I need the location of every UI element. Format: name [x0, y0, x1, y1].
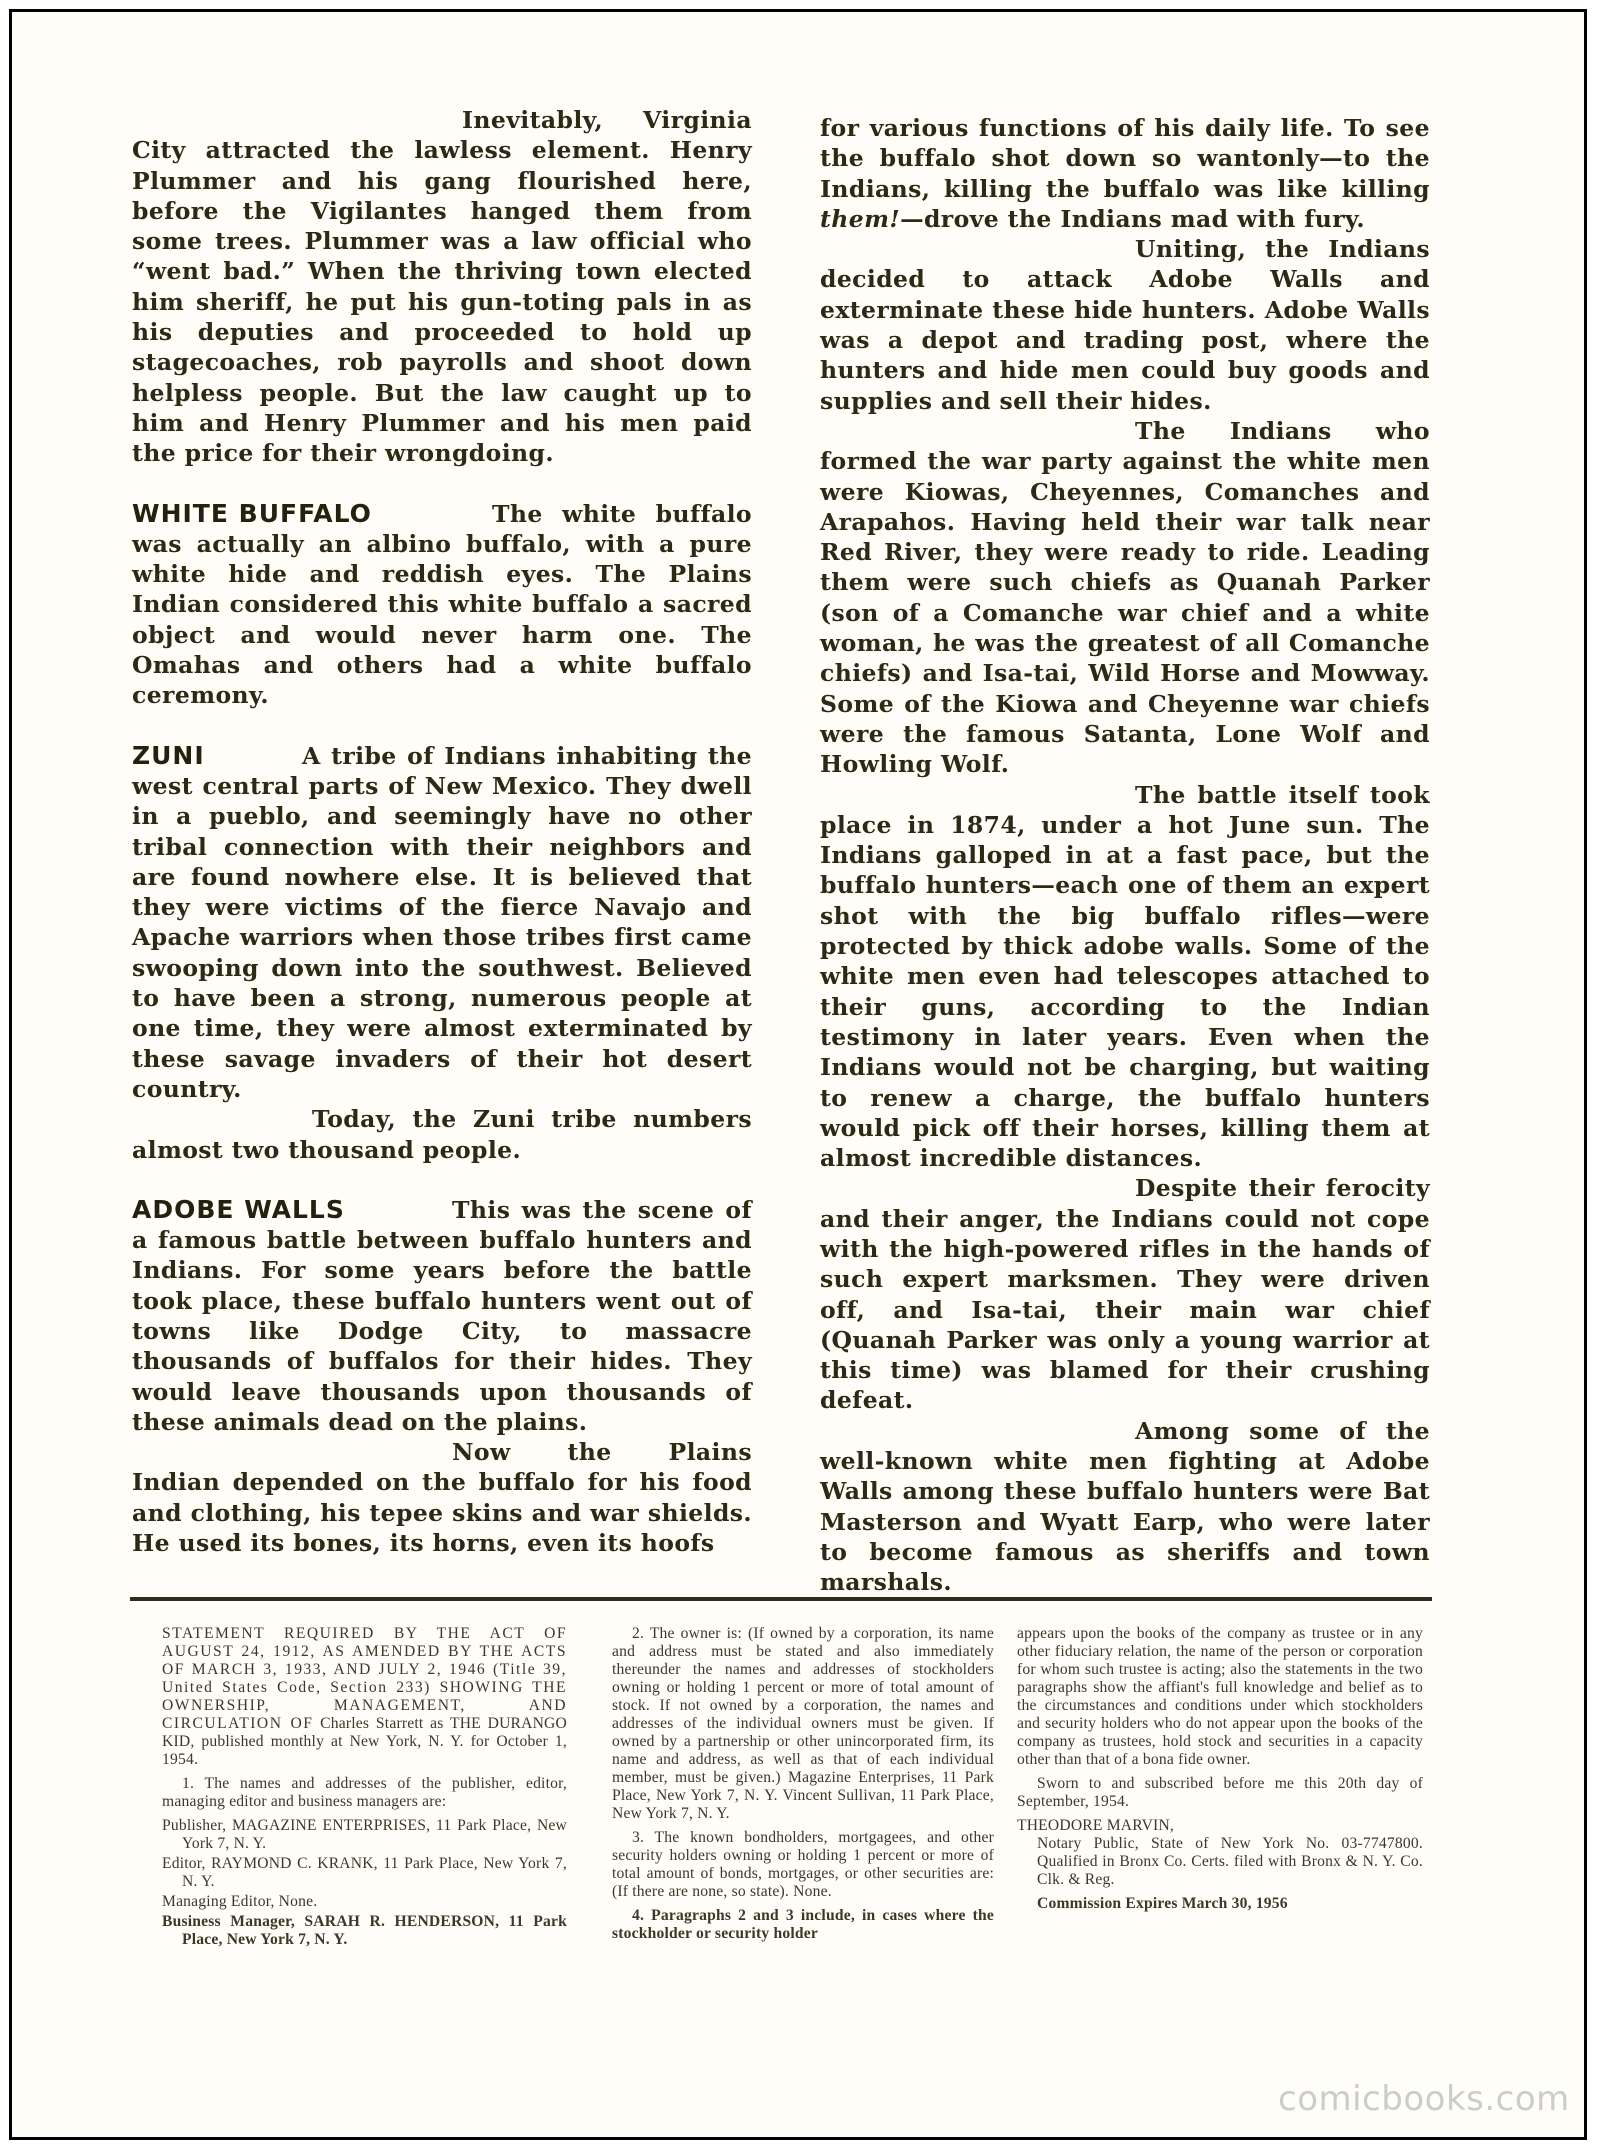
- statement-item-2: 2. The owner is: (If owned by a corporation, its name and address must be stated and also immediately thereunder the names and addresses of stockholders owning or holding 1 percent or more of total amount of stock. If not owned by a corporation, the names and addresses of the individual owners must be given. If owned by a partnership or other unincorporated firm, its name and address, as well as that of each individual member, must be given.) Magazine Enterprises, 11 Park Place, New York 7, N. Y. Vincent Sullivan, 11 Park Place, New York 7, N. Y.: [612, 1625, 994, 1822]
- right-column: [820, 113, 1430, 1598]
- notary-details: Notary Public, State of New York No. 03-7747800. Qualified in Bronx Co. Certs. filed with Bronx & N. Y. Co. Clk. & Reg.: [1037, 1835, 1423, 1888]
- statement-business-manager: Business Manager, SARAH R. HENDERSON, 11 Park Place, New York 7, N. Y.: [162, 1913, 567, 1948]
- adobe-walls-heading: ADOBE WALLS: [132, 1194, 345, 1224]
- section-divider: [130, 1597, 1432, 1601]
- right-p1-b: —drove the Indians mad with fury.: [900, 204, 1365, 233]
- right-paragraph-2: Uniting, the Indians decided to attack Adobe Walls and exterminate these hide hunters. Adobe Walls was a depot and trading post, where the hunters and hide men could buy goods and supplies and sell their hides.: [820, 235, 1430, 415]
- zuni-text-2: Today, the Zuni tribe numbers almost two thousand people.: [132, 1105, 752, 1164]
- left-column: [132, 105, 752, 1558]
- statement-editor: Editor, RAYMOND C. KRANK, 11 Park Place, New York 7, N. Y.: [162, 1855, 567, 1890]
- right-p1-em: them!: [820, 204, 901, 233]
- commission-expires: Commission Expires March 30, 1956: [1037, 1895, 1288, 1912]
- adobe-walls-text: This was the scene of a famous battle between buffalo hunters and Indians. For some years before the battle took place, these buffalo hunters went out of towns like Dodge City, to massacre thousands of buffalos for their hides. They would leave thousands upon thousands of these animals dead on the plains.: [132, 1195, 752, 1436]
- statement-publisher: Publisher, MAGAZINE ENTERPRISES, 11 Park Place, New York 7, N. Y.: [162, 1817, 567, 1852]
- virginia-city-paragraph: Inevitably, Virginia City attracted the lawless element. Henry Plummer and his gang flourished here, before the Vigilantes hanged them from some trees. Plummer was a law official who “went bad.” When the thriving town elected him sheriff, he put his gun-toting pals in as his deputies and proceeded to hold up stagecoaches, rob payrolls and shoot down helpless people. But the law caught up to him and Henry Plummer and his men paid the price for their wrongdoing.: [132, 106, 752, 468]
- statement-intro: [162, 1625, 567, 1769]
- statement-sworn: Sworn to and subscribed before me this 20th day of September, 1954.: [1017, 1775, 1423, 1810]
- statement-column-1: [162, 1625, 567, 1955]
- white-buffalo-text: The white buffalo was actually an albino buffalo, with a pure white hide and reddish eyes. The Plains Indian considered this white buffalo a sacred object and would never harm one. The Omahas and others had a white buffalo ceremony.: [132, 499, 752, 710]
- statement-caps: STATEMENT REQUIRED BY THE ACT OF AUGUST 24, 1912, AS AMENDED BY THE ACTS OF MARCH 3, 1933, AND JULY 2, 1946 (Title 39, United States Code, Section 233) SHOWING THE OWNERSHIP, MANAGEMENT, AND CIRCULATION OF: [162, 1625, 567, 1732]
- statement-title: Charles Starrett as THE DURANGO KID, published monthly at New York, N. Y. for October 1, 1954.: [162, 1715, 567, 1768]
- statement-column-2: [612, 1625, 994, 1949]
- zuni-entry: [132, 741, 752, 1165]
- zuni-heading: ZUNI: [132, 740, 205, 770]
- statement-managing-editor: Managing Editor, None.: [162, 1893, 318, 1910]
- site-watermark: comicbooks.com: [1278, 2079, 1570, 2119]
- right-paragraph-5: Despite their ferocity and their anger, the Indians could not cope with the high-powered rifles in the hands of such expert marksmen. They were driven off, and Isa-tai, their main war chief (Quanah Parker was only a young warrior at this time) was blamed for their crushing defeat.: [820, 1174, 1430, 1415]
- statement-column-3: [1017, 1625, 1423, 1919]
- statement-item-4: 4. Paragraphs 2 and 3 include, in cases where the stockholder or security holder: [612, 1907, 994, 1942]
- right-paragraph-6: Among some of the well-known white men fighting at Adobe Walls among these buffalo hunters were Bat Masterson and Wyatt Earp, who were later to become famous as sheriffs and town marshals.: [820, 1416, 1430, 1597]
- statement-item-1: 1. The names and addresses of the publisher, editor, managing editor and business managers are:: [162, 1775, 567, 1810]
- white-buffalo-heading: WHITE BUFFALO: [132, 498, 372, 528]
- statement-item-3: 3. The known bondholders, mortgagees, and other security holders owning or holding 1 percent or more of total amount of bonds, mortgages, or other securities are: (If there are none, so state). None.: [612, 1829, 994, 1900]
- white-buffalo-entry: [132, 499, 752, 711]
- right-paragraph-3: The Indians who formed the war party against the white men were Kiowas, Cheyennes, Comanches and Arapahos. Having held their war talk near Red River, they were ready to ride. Leading them were such chiefs as Quanah Parker (son of a Comanche war chief and a white woman, he was the greatest of all Comanche chiefs) and Isa-tai, Wild Horse and Mowway. Some of the Kiowa and Cheyenne war chiefs were the famous Satanta, Lone Wolf and Howling Wolf.: [820, 416, 1430, 779]
- right-paragraph-1: [820, 113, 1430, 234]
- zuni-text: A tribe of Indians inhabiting the west central parts of New Mexico. They dwell in a pueblo, and seemingly have no other tribal connection with their neighbors and are found nowhere else. It is believed that they were victims of the fierce Navajo and Apache warriors when those tribes first came swooping down into the southwest. Believed to have been a strong, numerous people at one time, they were almost exterminated by these savage invaders of their hot desert country.: [132, 741, 752, 1103]
- notary-name: THEODORE MARVIN,: [1017, 1817, 1175, 1834]
- right-p1-a: for various functions of his daily life. To see the buffalo shot down so wantonly—to the Indians, killing the buffalo was like killing: [820, 114, 1430, 203]
- statement-item-4-cont: appears upon the books of the company as trustee or in any other fiduciary relation, the name of the person or corporation for whom such trustee is acting; also the statements in the two paragraphs show the affiant's full knowledge and belief as to the circumstances and conditions under which stockholders and security holders who do not appear upon the books of the company as trustees, hold stock and securities in a capacity other than that of a bona fide owner.: [1017, 1625, 1423, 1768]
- right-paragraph-4: The battle itself took place in 1874, under a hot June sun. The Indians galloped in at a fast pace, but the buffalo hunters—each one of them an expert shot with the big buffalo rifles—were protected by thick adobe walls. Some of the white men even had telescopes attached to their guns, according to the Indian testimony in later years. Even when the Indians would not be charging, but waiting to renew a charge, the buffalo hunters would pick off their horses, killing them at almost incredible distances.: [820, 780, 1430, 1173]
- adobe-walls-text-2: Now the Plains Indian depended on the buffalo for his food and clothing, his tepee skins and war shields. He used its bones, its horns, even its hoofs: [132, 1438, 752, 1558]
- adobe-walls-entry: [132, 1195, 752, 1559]
